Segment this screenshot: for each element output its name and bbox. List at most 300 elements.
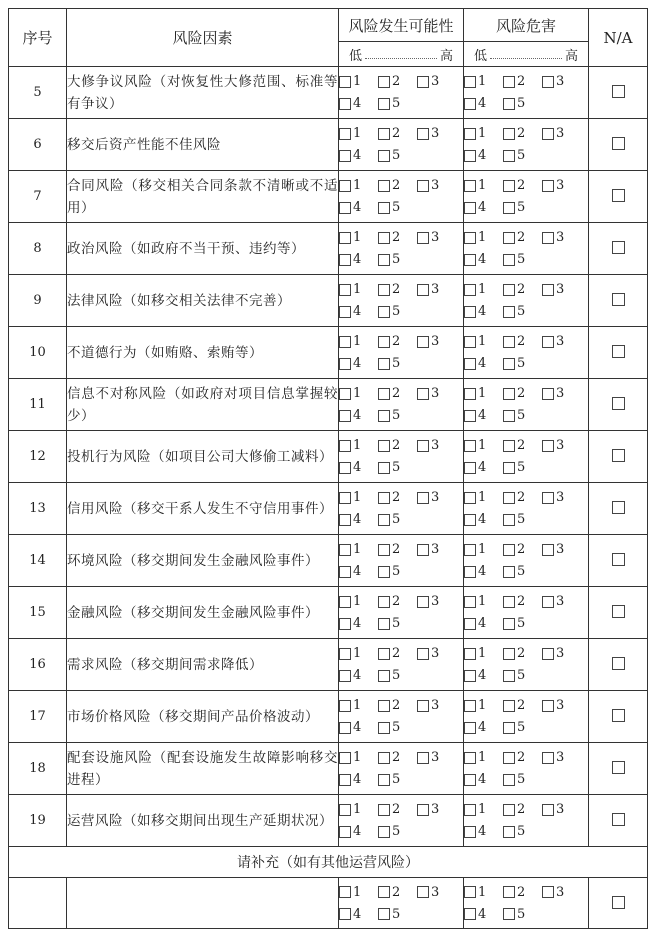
checkbox[interactable]	[378, 410, 390, 422]
checkbox[interactable]	[464, 774, 476, 786]
likelihood-options	[339, 379, 464, 431]
checkbox[interactable]	[378, 336, 390, 348]
option-label: 3	[431, 386, 440, 401]
risk-factor: 信息不对称风险（如政府对项目信息掌握较少）	[67, 379, 339, 431]
likelihood-options	[339, 223, 464, 275]
checkbox[interactable]	[464, 514, 476, 526]
option-label: 5	[517, 408, 526, 423]
checkbox[interactable]	[339, 804, 351, 816]
checkbox[interactable]	[417, 544, 429, 556]
checkbox[interactable]	[339, 232, 351, 244]
checkbox[interactable]	[378, 358, 390, 370]
checkbox[interactable]	[378, 440, 390, 452]
option-label: 3	[431, 126, 440, 141]
checkbox[interactable]	[503, 752, 515, 764]
checkbox[interactable]	[378, 98, 390, 110]
option-label: 5	[517, 148, 526, 163]
checkbox[interactable]	[378, 596, 390, 608]
option-label: 4	[353, 616, 362, 631]
option-label: 2	[517, 802, 526, 817]
blank-row	[9, 878, 648, 929]
row-number: 10	[9, 327, 67, 379]
checkbox[interactable]	[417, 336, 429, 348]
risk-factor: 移交后资产性能不佳风险	[67, 119, 339, 171]
checkbox[interactable]	[542, 336, 554, 348]
checkbox[interactable]	[464, 202, 476, 214]
checkbox[interactable]	[542, 128, 554, 140]
checkbox[interactable]	[542, 492, 554, 504]
checkbox[interactable]	[542, 752, 554, 764]
checkbox[interactable]	[464, 648, 476, 660]
blank-number-cell[interactable]	[9, 878, 67, 929]
checkbox[interactable]	[378, 908, 390, 920]
checkbox[interactable]	[339, 648, 351, 660]
na-checkbox[interactable]	[612, 241, 625, 254]
header-likelihood: 风险发生可能性	[339, 9, 464, 42]
checkbox[interactable]	[503, 388, 515, 400]
checkbox[interactable]	[339, 596, 351, 608]
option-label: 5	[392, 252, 401, 267]
table-row	[9, 327, 648, 379]
checkbox[interactable]	[542, 180, 554, 192]
option-label: 1	[478, 438, 487, 453]
checkbox[interactable]	[503, 358, 515, 370]
option-label: 3	[556, 594, 565, 609]
option-label: 5	[392, 304, 401, 319]
table-row	[9, 379, 648, 431]
table-row	[9, 743, 648, 795]
checkbox[interactable]	[378, 648, 390, 660]
harm-scale	[464, 42, 589, 67]
na-checkbox[interactable]	[612, 896, 625, 909]
option-label: 4	[478, 668, 487, 683]
option-label: 4	[353, 200, 362, 215]
option-label: 5	[517, 460, 526, 475]
option-label: 4	[353, 512, 362, 527]
table-row	[9, 483, 648, 535]
checkbox[interactable]	[339, 462, 351, 474]
checkbox[interactable]	[464, 410, 476, 422]
checkbox[interactable]	[464, 752, 476, 764]
option-label: 4	[353, 824, 362, 839]
checkbox[interactable]	[464, 722, 476, 734]
na-checkbox[interactable]	[612, 709, 625, 722]
checkbox[interactable]	[378, 826, 390, 838]
risk-factor: 金融风险（移交期间发生金融风险事件）	[67, 587, 339, 639]
checkbox[interactable]	[417, 886, 429, 898]
checkbox[interactable]	[339, 826, 351, 838]
checkbox[interactable]	[417, 128, 429, 140]
likelihood-options	[339, 119, 464, 171]
checkbox[interactable]	[503, 128, 515, 140]
checkbox[interactable]	[542, 440, 554, 452]
option-label: 2	[517, 438, 526, 453]
checkbox[interactable]	[503, 722, 515, 734]
checkbox[interactable]	[503, 596, 515, 608]
checkbox[interactable]	[542, 648, 554, 660]
checkbox[interactable]	[503, 202, 515, 214]
checkbox[interactable]	[503, 670, 515, 682]
option-label: 1	[478, 884, 487, 900]
checkbox[interactable]	[378, 886, 390, 898]
checkbox[interactable]	[339, 670, 351, 682]
option-label: 5	[392, 408, 401, 423]
option-label: 4	[478, 408, 487, 423]
option-label: 5	[517, 772, 526, 787]
na-cell	[589, 223, 648, 275]
checkbox[interactable]	[503, 232, 515, 244]
row-number: 17	[9, 691, 67, 743]
checkbox[interactable]	[464, 804, 476, 816]
option-label: 2	[392, 802, 401, 817]
checkbox[interactable]	[339, 752, 351, 764]
checkbox[interactable]	[503, 544, 515, 556]
checkbox[interactable]	[339, 544, 351, 556]
checkbox[interactable]	[339, 98, 351, 110]
na-cell	[589, 379, 648, 431]
checkbox[interactable]	[417, 492, 429, 504]
option-label: 1	[478, 698, 487, 713]
na-checkbox[interactable]	[612, 293, 625, 306]
checkbox[interactable]	[378, 306, 390, 318]
checkbox[interactable]	[339, 202, 351, 214]
table-row	[9, 119, 648, 171]
na-checkbox[interactable]	[612, 553, 625, 566]
option-label: 2	[392, 884, 401, 900]
checkbox[interactable]	[464, 596, 476, 608]
checkbox[interactable]	[378, 804, 390, 816]
checkbox[interactable]	[417, 648, 429, 660]
checkbox[interactable]	[542, 388, 554, 400]
option-label: 2	[517, 698, 526, 713]
option-label: 2	[517, 884, 526, 900]
checkbox[interactable]	[464, 254, 476, 266]
checkbox[interactable]	[464, 492, 476, 504]
risk-factor: 合同风险（移交相关合同条款不清晰或不适用）	[67, 171, 339, 223]
option-label: 1	[478, 490, 487, 505]
likelihood-options	[339, 67, 464, 119]
option-label: 5	[392, 772, 401, 787]
checkbox[interactable]	[464, 462, 476, 474]
harm-options	[464, 67, 589, 119]
checkbox[interactable]	[503, 886, 515, 898]
checkbox[interactable]	[339, 254, 351, 266]
option-label: 4	[478, 460, 487, 475]
checkbox[interactable]	[378, 150, 390, 162]
option-label: 3	[431, 750, 440, 765]
checkbox[interactable]	[339, 410, 351, 422]
checkbox[interactable]	[378, 180, 390, 192]
checkbox[interactable]	[464, 618, 476, 630]
option-label: 2	[517, 750, 526, 765]
harm-options	[464, 795, 589, 847]
option-label: 4	[353, 408, 362, 423]
checkbox[interactable]	[464, 566, 476, 578]
checkbox[interactable]	[339, 284, 351, 296]
option-label: 3	[431, 490, 440, 505]
checkbox[interactable]	[542, 804, 554, 816]
option-label: 1	[353, 698, 362, 713]
checkbox[interactable]	[503, 804, 515, 816]
checkbox[interactable]	[503, 462, 515, 474]
na-checkbox[interactable]	[612, 813, 625, 826]
table-row	[9, 431, 648, 483]
option-label: 3	[431, 178, 440, 193]
option-label: 3	[556, 646, 565, 661]
checkbox[interactable]	[503, 180, 515, 192]
checkbox[interactable]	[378, 774, 390, 786]
risk-factor: 配套设施风险（配套设施发生故障影响移交进程）	[67, 743, 339, 795]
checkbox[interactable]	[339, 358, 351, 370]
option-label: 3	[556, 542, 565, 557]
harm-options	[464, 535, 589, 587]
checkbox[interactable]	[503, 618, 515, 630]
checkbox[interactable]	[464, 232, 476, 244]
na-cell	[589, 878, 648, 929]
row-number: 16	[9, 639, 67, 691]
checkbox[interactable]	[503, 566, 515, 578]
option-label: 5	[517, 96, 526, 111]
checkbox[interactable]	[378, 618, 390, 630]
na-cell	[589, 327, 648, 379]
option-label: 3	[431, 646, 440, 661]
na-checkbox[interactable]	[612, 501, 625, 514]
option-label: 5	[392, 200, 401, 215]
checkbox[interactable]	[339, 514, 351, 526]
checkbox[interactable]	[503, 336, 515, 348]
option-label: 4	[478, 720, 487, 735]
checkbox[interactable]	[503, 98, 515, 110]
checkbox[interactable]	[378, 128, 390, 140]
row-number: 11	[9, 379, 67, 431]
na-checkbox[interactable]	[612, 137, 625, 150]
checkbox[interactable]	[378, 284, 390, 296]
option-label: 1	[353, 74, 362, 89]
checkbox[interactable]	[417, 284, 429, 296]
checkbox[interactable]	[339, 566, 351, 578]
option-label: 3	[431, 282, 440, 297]
checkbox[interactable]	[464, 700, 476, 712]
checkbox[interactable]	[378, 700, 390, 712]
blank-factor-cell[interactable]	[67, 878, 339, 929]
option-label: 1	[353, 490, 362, 505]
checkbox[interactable]	[464, 440, 476, 452]
harm-options	[464, 587, 589, 639]
checkbox[interactable]	[339, 700, 351, 712]
checkbox[interactable]	[417, 388, 429, 400]
checkbox[interactable]	[378, 566, 390, 578]
option-label: 1	[478, 386, 487, 401]
checkbox[interactable]	[503, 514, 515, 526]
checkbox[interactable]	[339, 150, 351, 162]
checkbox[interactable]	[417, 232, 429, 244]
checkbox[interactable]	[339, 908, 351, 920]
option-label: 2	[517, 126, 526, 141]
checkbox[interactable]	[378, 722, 390, 734]
option-label: 1	[353, 386, 362, 401]
checkbox[interactable]	[378, 232, 390, 244]
checkbox[interactable]	[378, 752, 390, 764]
checkbox[interactable]	[503, 908, 515, 920]
checkbox[interactable]	[503, 410, 515, 422]
checkbox[interactable]	[542, 76, 554, 88]
checkbox[interactable]	[464, 358, 476, 370]
na-checkbox[interactable]	[612, 449, 625, 462]
header-na: N/A	[589, 9, 648, 67]
option-label: 3	[431, 698, 440, 713]
checkbox[interactable]	[464, 180, 476, 192]
checkbox[interactable]	[417, 180, 429, 192]
checkbox[interactable]	[417, 440, 429, 452]
checkbox[interactable]	[503, 306, 515, 318]
likelihood-options	[339, 639, 464, 691]
checkbox[interactable]	[503, 700, 515, 712]
checkbox[interactable]	[339, 886, 351, 898]
scale-high-label: 高	[439, 48, 453, 64]
checkbox[interactable]	[464, 544, 476, 556]
option-label: 1	[478, 74, 487, 89]
checkbox[interactable]	[503, 254, 515, 266]
checkbox[interactable]	[464, 908, 476, 920]
option-label: 4	[353, 148, 362, 163]
checkbox[interactable]	[339, 492, 351, 504]
checkbox[interactable]	[464, 886, 476, 898]
option-label: 1	[478, 282, 487, 297]
checkbox[interactable]	[378, 76, 390, 88]
table-row	[9, 223, 648, 275]
checkbox[interactable]	[503, 440, 515, 452]
checkbox[interactable]	[378, 544, 390, 556]
checkbox[interactable]	[503, 648, 515, 660]
checkbox[interactable]	[464, 98, 476, 110]
table-row	[9, 795, 648, 847]
option-label: 1	[478, 126, 487, 141]
checkbox[interactable]	[378, 670, 390, 682]
checkbox[interactable]	[542, 544, 554, 556]
table-row	[9, 535, 648, 587]
checkbox[interactable]	[339, 440, 351, 452]
harm-options	[464, 171, 589, 223]
option-label: 5	[392, 906, 401, 922]
risk-factor: 信用风险（移交干系人发生不守信用事件）	[67, 483, 339, 535]
checkbox[interactable]	[464, 150, 476, 162]
checkbox[interactable]	[378, 254, 390, 266]
option-label: 4	[353, 720, 362, 735]
checkbox[interactable]	[339, 180, 351, 192]
table-row	[9, 67, 648, 119]
option-label: 2	[392, 698, 401, 713]
option-label: 3	[431, 438, 440, 453]
header-no: 序号	[9, 9, 67, 67]
na-checkbox[interactable]	[612, 189, 625, 202]
option-label: 5	[392, 460, 401, 475]
checkbox[interactable]	[417, 76, 429, 88]
option-label: 5	[517, 906, 526, 922]
checkbox[interactable]	[417, 804, 429, 816]
row-number: 18	[9, 743, 67, 795]
checkbox[interactable]	[464, 388, 476, 400]
option-label: 2	[392, 282, 401, 297]
checkbox[interactable]	[339, 774, 351, 786]
checkbox[interactable]	[417, 752, 429, 764]
checkbox[interactable]	[339, 128, 351, 140]
likelihood-options	[339, 743, 464, 795]
checkbox[interactable]	[542, 232, 554, 244]
checkbox[interactable]	[542, 596, 554, 608]
checkbox[interactable]	[464, 306, 476, 318]
option-label: 5	[517, 200, 526, 215]
checkbox[interactable]	[378, 462, 390, 474]
na-cell	[589, 691, 648, 743]
checkbox[interactable]	[339, 388, 351, 400]
checkbox[interactable]	[464, 826, 476, 838]
checkbox[interactable]	[503, 150, 515, 162]
na-cell	[589, 483, 648, 535]
option-label: 4	[353, 564, 362, 579]
table-row	[9, 639, 648, 691]
option-label: 3	[431, 594, 440, 609]
checkbox[interactable]	[339, 306, 351, 318]
na-checkbox[interactable]	[612, 605, 625, 618]
na-checkbox[interactable]	[612, 761, 625, 774]
option-label: 2	[517, 542, 526, 557]
option-label: 3	[556, 334, 565, 349]
checkbox[interactable]	[542, 700, 554, 712]
checkbox[interactable]	[339, 76, 351, 88]
risk-factor: 环境风险（移交期间发生金融风险事件）	[67, 535, 339, 587]
checkbox[interactable]	[378, 492, 390, 504]
checkbox[interactable]	[417, 596, 429, 608]
na-checkbox[interactable]	[612, 85, 625, 98]
risk-factor: 大修争议风险（对恢复性大修范围、标准等有争议）	[67, 67, 339, 119]
checkbox[interactable]	[503, 826, 515, 838]
likelihood-options	[339, 275, 464, 327]
na-checkbox[interactable]	[612, 345, 625, 358]
na-checkbox[interactable]	[612, 397, 625, 410]
checkbox[interactable]	[464, 76, 476, 88]
checkbox[interactable]	[417, 700, 429, 712]
checkbox[interactable]	[378, 388, 390, 400]
option-label: 4	[353, 906, 362, 922]
checkbox[interactable]	[503, 76, 515, 88]
checkbox[interactable]	[503, 774, 515, 786]
checkbox[interactable]	[503, 284, 515, 296]
checkbox[interactable]	[464, 284, 476, 296]
checkbox[interactable]	[339, 618, 351, 630]
checkbox[interactable]	[464, 128, 476, 140]
checkbox[interactable]	[378, 514, 390, 526]
checkbox[interactable]	[464, 336, 476, 348]
option-label: 3	[556, 74, 565, 89]
option-label: 1	[353, 884, 362, 900]
checkbox[interactable]	[339, 336, 351, 348]
na-checkbox[interactable]	[612, 657, 625, 670]
checkbox[interactable]	[542, 886, 554, 898]
option-label: 1	[353, 594, 362, 609]
checkbox[interactable]	[339, 722, 351, 734]
na-cell	[589, 535, 648, 587]
option-label: 1	[478, 750, 487, 765]
option-label: 3	[556, 386, 565, 401]
checkbox[interactable]	[542, 284, 554, 296]
checkbox[interactable]	[378, 202, 390, 214]
option-label: 2	[517, 334, 526, 349]
checkbox[interactable]	[503, 492, 515, 504]
option-label: 1	[478, 802, 487, 817]
checkbox[interactable]	[464, 670, 476, 682]
option-label: 5	[517, 824, 526, 839]
row-number: 13	[9, 483, 67, 535]
